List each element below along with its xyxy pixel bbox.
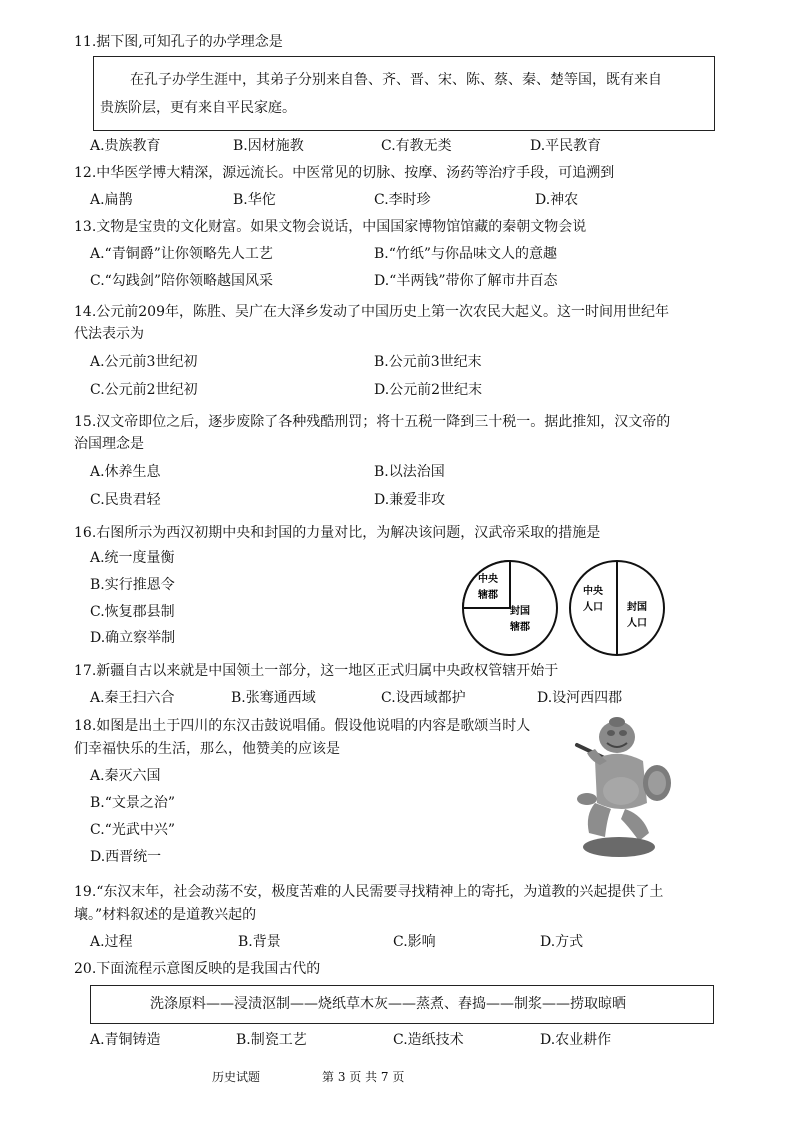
q17-option-d: D.设河西四郡 [537,690,623,706]
q16-option-a: A.统一度量衡 [90,550,175,566]
drummer-storyteller-figurine-image [565,715,675,863]
q20-option-d: D.农业耕作 [540,1032,612,1048]
q11-material-line1: 在孔子办学生涯中，其弟子分别来自鲁、齐、晋、宋、陈、蔡、秦、楚等国，既有来自 [130,72,662,88]
q17-option-a: A.秦王扫六合 [90,690,175,706]
q12-option-a: A.扁鹊 [90,192,133,208]
q18-option-b: B.“文景之治” [90,795,176,811]
q11-material-line2: 贵族阶层，更有来自平民家庭。 [100,100,296,116]
pie-chart-population [570,561,664,655]
q14-stem-line2: 代法表示为 [74,326,144,342]
q13-option-a: A.“青铜爵”让你领略先人工艺 [90,246,273,262]
q17-option-c: C.设西域都护 [381,690,466,706]
q14-option-a: A.公元前3世纪初 [90,354,198,370]
q12-stem: 12.中华医学博大精深，源远流长。中医常见的切脉、按摩、汤药等治疗手段，可追溯到 [74,165,615,181]
pie2-label-b1: 封国 [627,602,647,613]
q20-option-c: C.造纸技术 [393,1032,464,1048]
q15-stem-line1: 15.汉文帝即位之后，逐步废除了各种残酷刑罚；将十五税一降到三十税一。据此推知，汉文帝的 [74,414,671,430]
q11-option-c: C.有教无类 [381,138,452,154]
q13-option-d: D.“半两钱”带你了解市井百态 [374,273,558,289]
q11-option-a: A.贵族教育 [90,138,161,154]
q15-option-b: B.以法治国 [374,464,445,480]
q13-option-b: B.“竹纸”与你品味文人的意趣 [374,246,558,262]
q19-option-a: A.过程 [90,934,133,950]
q15-stem-line2: 治国理念是 [74,436,144,452]
q17-stem: 17.新疆自古以来就是中国领土一部分，这一地区正式归属中央政权管辖开始于 [74,663,559,679]
q18-option-c: C.“光武中兴” [90,822,175,838]
q20-option-b: B.制瓷工艺 [236,1032,307,1048]
q14-option-c: C.公元前2世纪初 [90,382,198,398]
q12-option-c: C.李时珍 [374,192,431,208]
q16-stem: 16.右图所示为西汉初期中央和封国的力量对比，为解决该问题，汉武帝采取的措施是 [74,525,601,541]
pie1-label-b1: 封国 [510,606,530,617]
q14-option-d: D.公元前2世纪末 [374,382,483,398]
q11-stem: 11.据下图,可知孔子的办学理念是 [74,34,283,50]
q12-option-d: D.神农 [535,192,579,208]
pie1-label-b2: 辖郡 [510,622,530,633]
q18-option-a: A.秦灭六国 [90,768,161,784]
q19-stem-line2: 壤。”材料叙述的是道教兴起的 [74,907,257,923]
footer-page-number: 第 3 页 共 7 页 [322,1070,405,1084]
q17-option-b: B.张骞通西域 [231,690,316,706]
q19-stem-line1: 19.“东汉末年，社会动荡不安，极度苦难的人民需要寻找精神上的寄托，为道教的兴起提供了土 [74,884,664,900]
q19-option-c: C.影响 [393,934,436,950]
q11-option-b: B.因材施教 [233,138,304,154]
q11-option-d: D.平民教育 [530,138,602,154]
q14-option-b: B.公元前3世纪末 [374,354,482,370]
pie2-label-a2: 人口 [583,602,603,613]
q14-stem-line1: 14.公元前209年，陈胜、吴广在大泽乡发动了中国历史上第一次农民大起义。这一时间用世纪年 [74,304,669,320]
q20-option-a: A.青铜铸造 [90,1032,161,1048]
pie2-label-b2: 人口 [627,618,647,629]
q18-option-d: D.西晋统一 [90,849,162,865]
pie1-label-a2: 辖郡 [478,590,498,601]
pie2-label-a1: 中央 [583,586,603,597]
pie-chart-jurisdiction [463,561,557,655]
q15-option-c: C.民贵君轻 [90,492,161,508]
footer-subject: 历史试题 [212,1070,261,1084]
q20-stem: 20.下面流程示意图反映的是我国古代的 [74,961,321,977]
q19-option-d: D.方式 [540,934,584,950]
q13-option-c: C.“勾践剑”陪你领略越国风采 [90,273,273,289]
q15-option-d: D.兼爱非攻 [374,492,446,508]
q18-stem-line2: 们幸福快乐的生活，那么，他赞美的应该是 [74,741,340,757]
q15-option-a: A.休养生息 [90,464,161,480]
q13-stem: 13.文物是宝贵的文化财富。如果文物会说话，中国国家博物馆馆藏的秦朝文物会说 [74,219,587,235]
q19-option-b: B.背景 [238,934,281,950]
q12-option-b: B.华佗 [233,192,276,208]
q16-pie-charts [455,552,675,664]
q16-option-b: B.实行推恩令 [90,577,175,593]
q16-option-d: D.确立察举制 [90,630,176,646]
q18-stem-line1: 18.如图是出土于四川的东汉击鼓说唱俑。假设他说唱的内容是歌颂当时人 [74,718,531,734]
pie1-label-a1: 中央 [478,574,498,585]
q16-option-c: C.恢复郡县制 [90,604,175,620]
q20-process-flow: 洗涤原料——浸渍沤制——烧纸草木灰——蒸煮、舂捣——制浆——捞取晾晒 [150,996,626,1012]
